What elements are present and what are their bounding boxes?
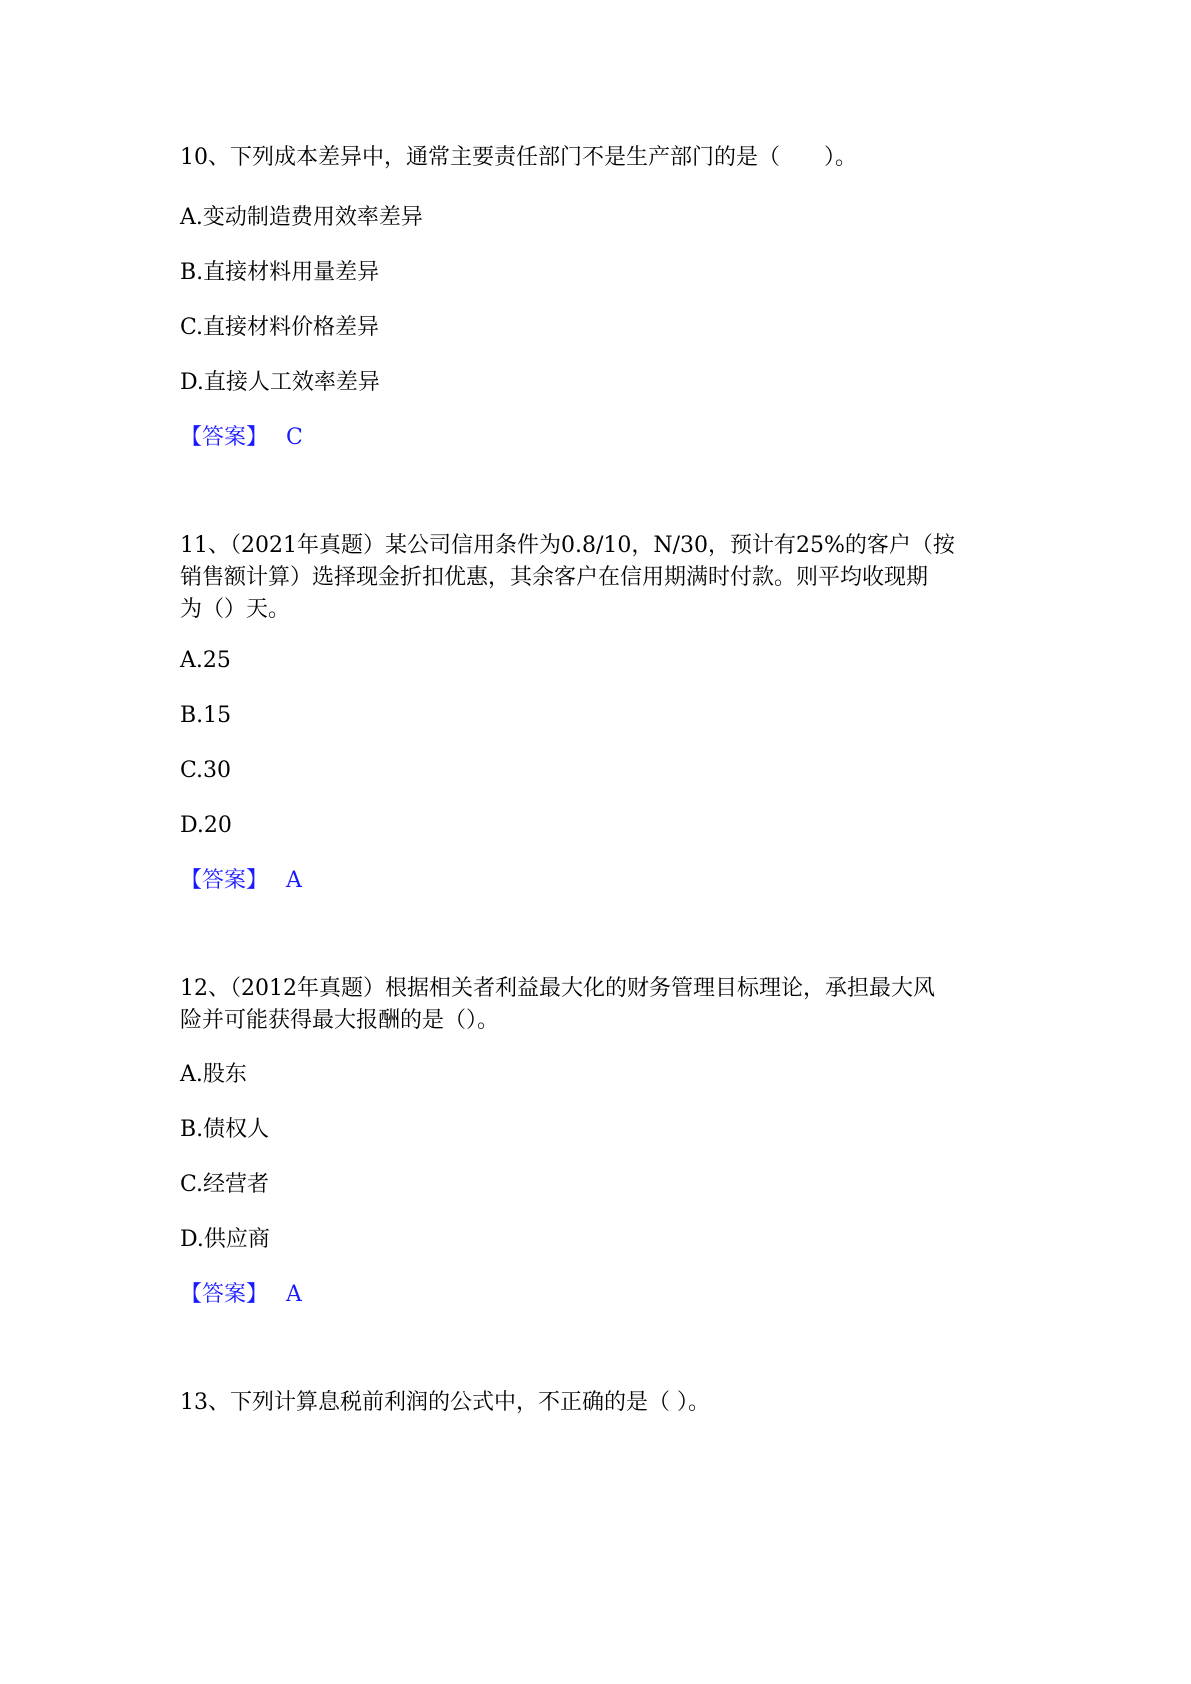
question-10-option-c: C.直接材料价格差异 [180,315,380,340]
answer-value: A [286,1282,302,1307]
question-11-option-d: D.20 [180,813,232,838]
question-10-stem: 10、下列成本差异中，通常主要责任部门不是生产部门的是（ ）。 [180,145,857,170]
question-11-option-b: B.15 [180,703,232,728]
question-12-option-d: D.供应商 [180,1227,270,1252]
question-12-stem-line-1: 12、（2012年真题）根据相关者利益最大化的财务管理目标理论，承担最大风 [180,976,935,1001]
answer-label: 【答案】 [180,425,269,450]
question-11-answer [180,865,302,897]
question-11-option-a: A.25 [180,648,231,673]
answer-label: 【答案】 [180,868,269,893]
question-13-stem: 13、下列计算息税前利润的公式中，不正确的是（ ）。 [180,1390,710,1415]
answer-label: 【答案】 [180,1282,269,1307]
question-12-stem-line-2: 险并可能获得最大报酬的是（）。 [180,1008,500,1033]
question-11-stem-line-2: 销售额计算）选择现金折扣优惠，其余客户在信用期满时付款。则平均收现期 [180,565,929,590]
question-12-answer [180,1279,302,1311]
question-11-option-c: C.30 [180,758,232,783]
question-11-stem-line-1: 11、（2021年真题）某公司信用条件为0.8/10，N/30，预计有25%的客户（按 [180,533,955,558]
answer-value: A [286,868,302,893]
question-10-answer [180,422,303,454]
question-12-option-b: B.债权人 [180,1117,270,1142]
question-12-option-c: C.经营者 [180,1172,270,1197]
question-10-option-d: D.直接人工效率差异 [180,370,380,395]
question-10-option-b: B.直接材料用量差异 [180,260,380,285]
answer-value: C [286,425,303,450]
question-11-stem-line-3: 为（）天。 [180,597,291,622]
question-10-option-a: A.变动制造费用效率差异 [180,205,423,230]
question-12-option-a: A.股东 [180,1062,247,1087]
